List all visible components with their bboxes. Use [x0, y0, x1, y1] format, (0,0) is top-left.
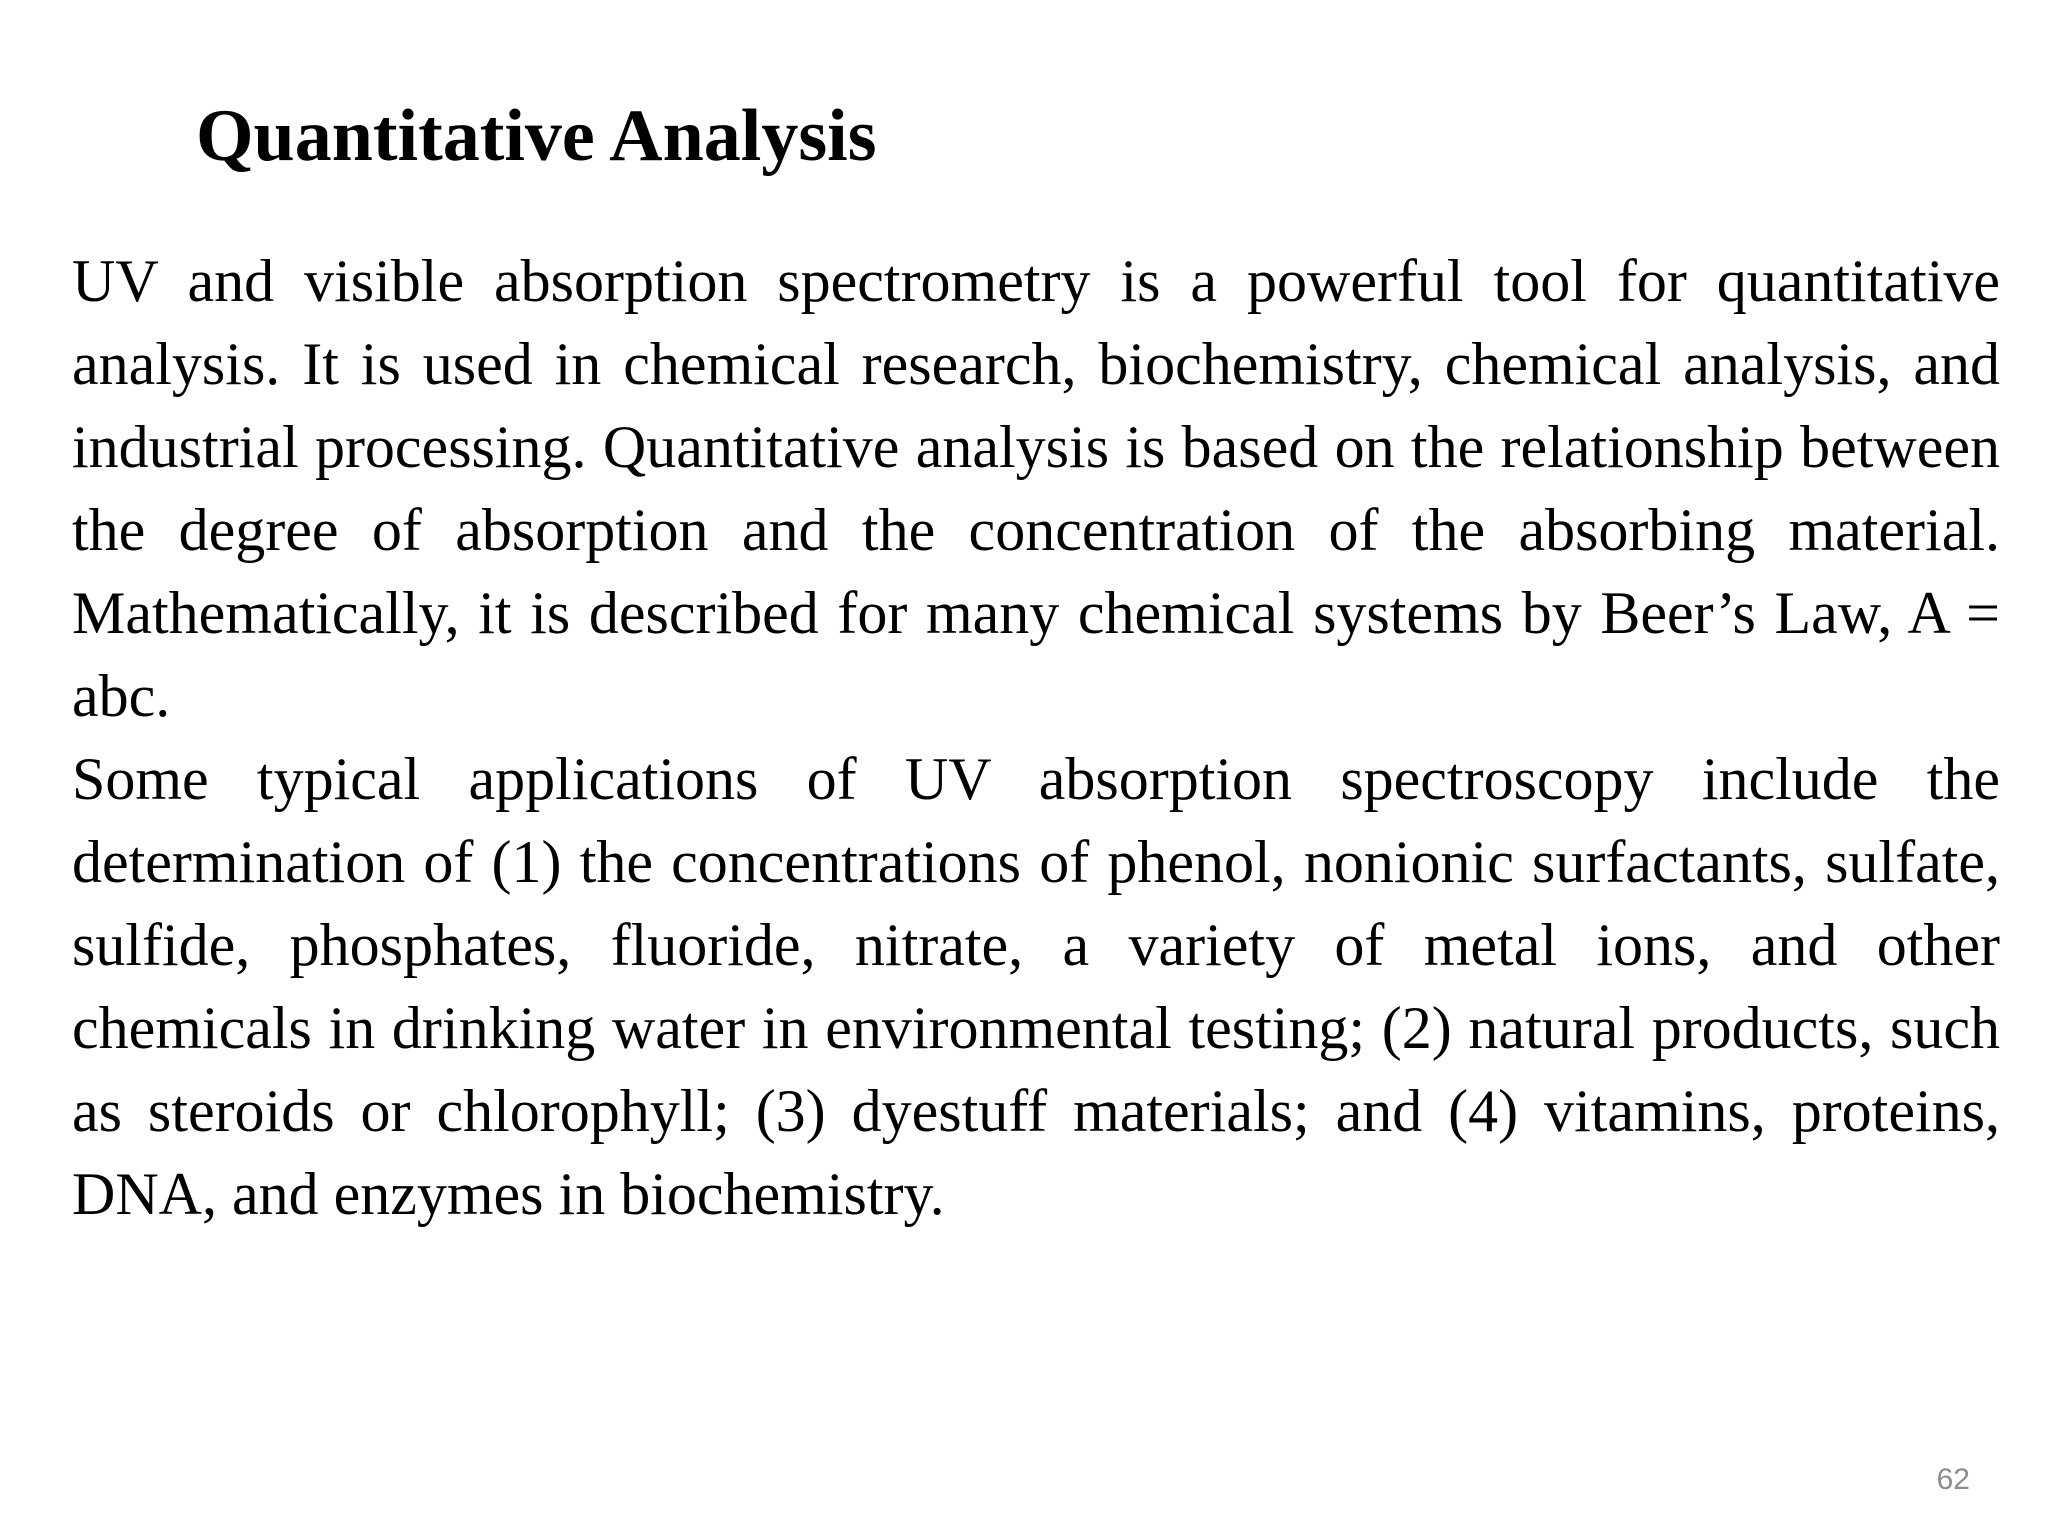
slide-title: Quantitative Analysis — [196, 95, 877, 177]
body-paragraph-applications: Some typical applications of UV absorption spectroscopy include the determination of (1) the concentrations of phenol, nonionic surfactants, sulfate, sulfide, phosphates, fluoride, nitrate, a variety of metal ions, and other chemicals in drinking water in environmental testing; (2) natural products, such as steroids or chlorophyll; (3) dyestuff materials; and (4) vitamins, proteins, DNA, and enzymes in biochemistry. — [72, 746, 2000, 1227]
slide-body — [72, 240, 2000, 1236]
page-number: 62 — [1936, 1463, 1970, 1496]
body-paragraph-beers-law: UV and visible absorption spectrometry is a powerful tool for quantitative analysis. It is used in chemical research, biochemistry, chemical analysis, and industrial processing. Quantitative analysis is based on the relationship between the degree of absorption and the concentration of the absorbing material. Mathematically, it is described for many chemical systems by Beer’s Law, A = abc. — [72, 248, 2000, 729]
